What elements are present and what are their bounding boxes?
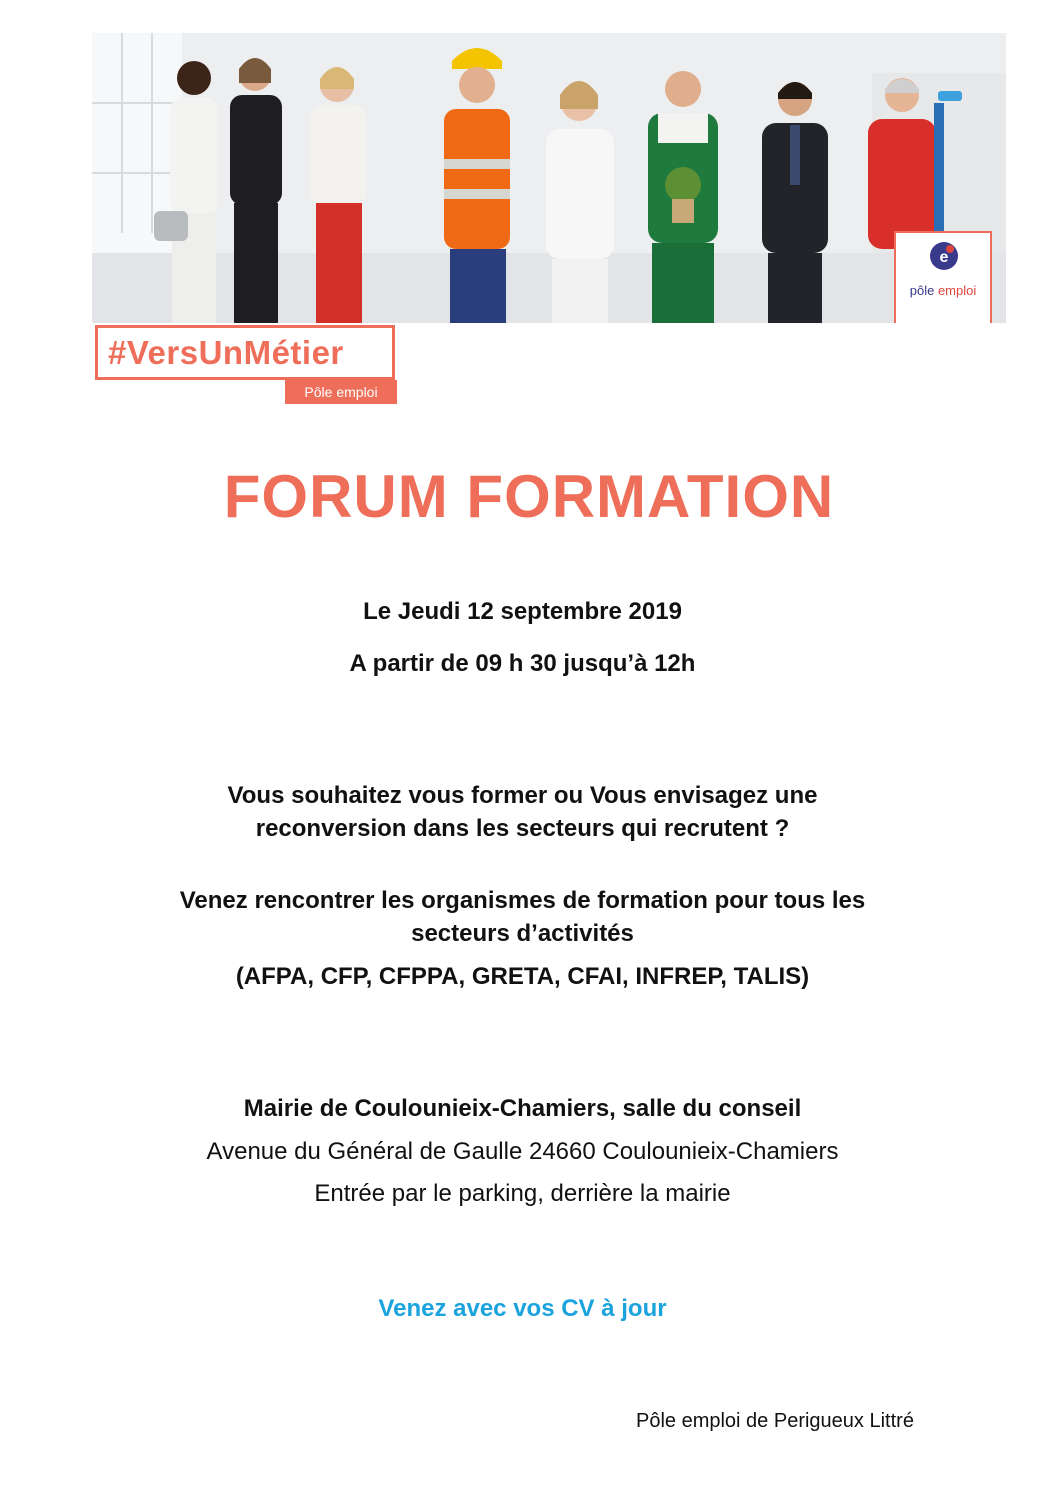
hashtag-subtitle: Pôle emploi <box>285 380 397 404</box>
svg-text:e: e <box>939 249 949 266</box>
question-line-1: Vous souhaitez vous former ou Vous envisagez une <box>227 782 818 809</box>
footer-agency: Pôle emploi de Perigueux Littré <box>636 1410 914 1432</box>
logo-brand-text <box>896 283 990 298</box>
venue-entrance: Entrée par le parking, derrière la mairie <box>314 1180 731 1207</box>
banner-photo <box>92 33 1006 323</box>
pole-emploi-badge-icon <box>929 241 959 271</box>
hashtag-text: #VersUnMétier <box>108 334 344 371</box>
hashtag-badge <box>95 325 395 380</box>
event-time: A partir de 09 h 30 jusqu’à 12h <box>349 650 696 677</box>
pole-emploi-logo <box>894 231 992 323</box>
organisms-list: (AFPA, CFP, CFPPA, GRETA, CFAI, INFREP, TALIS) <box>235 963 810 990</box>
invite-line-2: secteurs d’activités <box>411 920 634 947</box>
cv-note: Venez avec vos CV à jour <box>378 1295 667 1322</box>
logo-brand-word-2: emploi <box>937 283 977 298</box>
event-date: Le Jeudi 12 septembre 2019 <box>363 598 682 625</box>
venue-address: Avenue du Général de Gaulle 24660 Coulounieix-Chamiers <box>206 1138 839 1165</box>
question-line-2: reconversion dans les secteurs qui recrutent ? <box>255 815 790 842</box>
venue-name: Mairie de Coulounieix-Chamiers, salle du conseil <box>243 1095 802 1122</box>
workers-group-photo <box>92 33 1006 323</box>
logo-brand-word-1: pôle <box>909 283 935 298</box>
page-title: FORUM FORMATION <box>223 463 835 530</box>
invite-line-1: Venez rencontrer les organismes de formation pour tous les <box>179 887 866 914</box>
